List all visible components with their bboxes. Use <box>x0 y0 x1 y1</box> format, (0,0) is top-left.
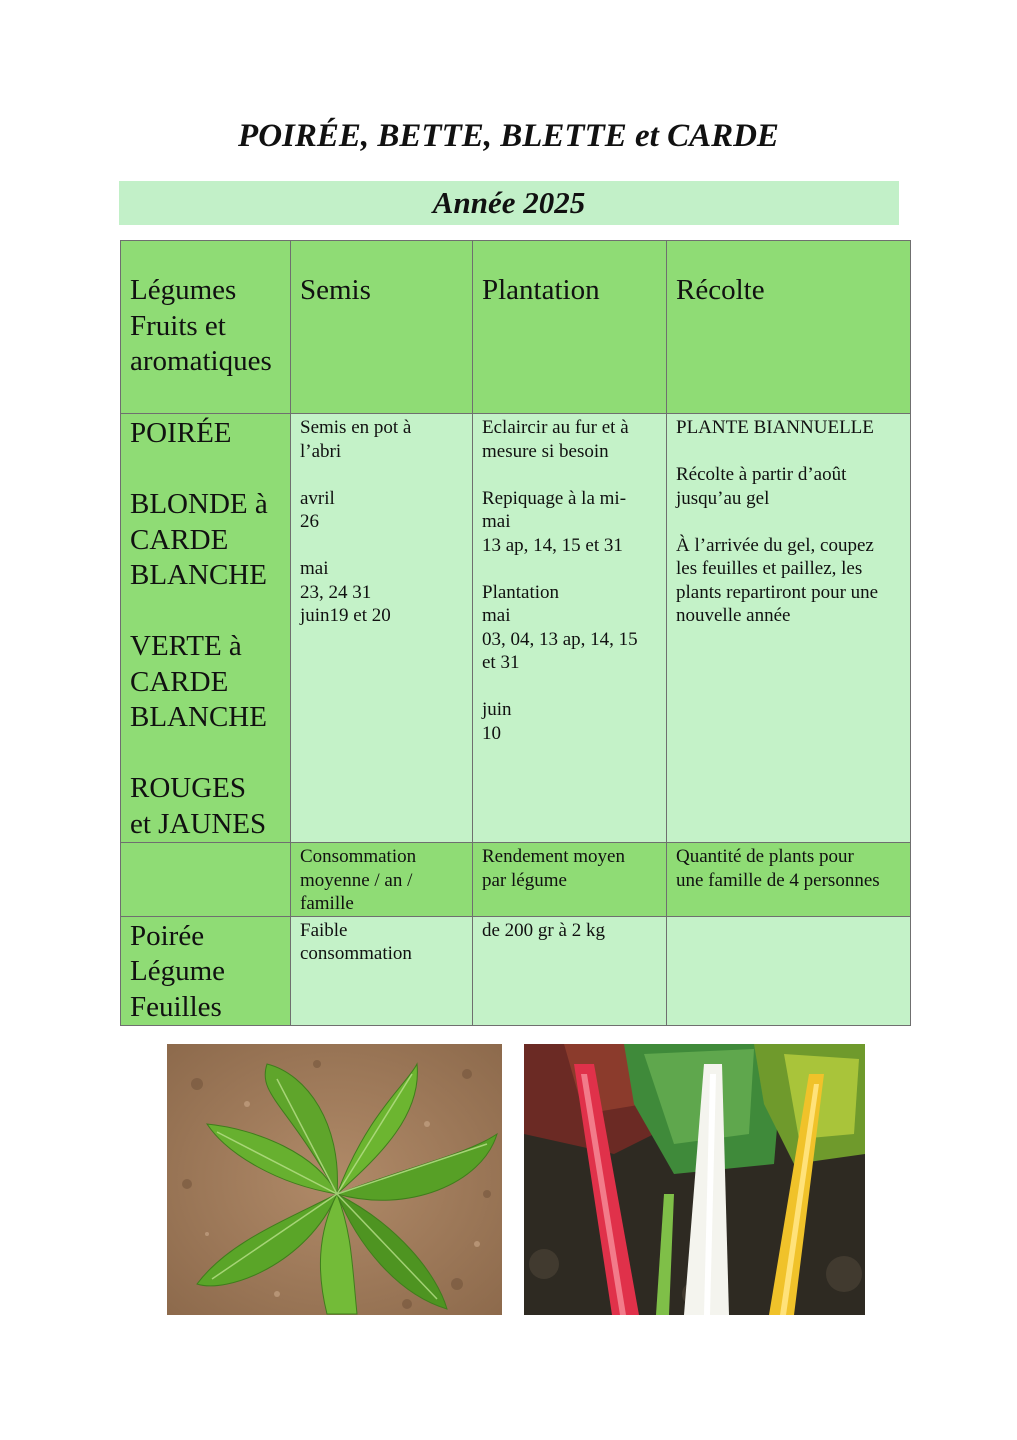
data-row <box>121 916 911 1026</box>
semis-line: juin19 et 20 <box>300 605 391 626</box>
recolte-line: plants repartiront pour une <box>676 581 879 603</box>
header-semis: Semis <box>291 241 473 414</box>
sub-header-line: par légume <box>482 869 567 891</box>
plantation-line: Eclaircir au fur et à <box>482 417 629 438</box>
header-row <box>121 241 911 414</box>
photo-young-chard <box>167 1044 502 1315</box>
plantation-cell <box>473 414 667 843</box>
variety-poiree: POIRÉE <box>130 417 232 449</box>
semis-line: mai <box>300 558 329 579</box>
plantation-line: Plantation <box>482 581 560 603</box>
variety-verte: VERTE à <box>130 630 242 662</box>
sub-header-line: moyenne / an / <box>300 869 413 891</box>
semis-line: 23, 24 31 <box>300 581 372 603</box>
label-line: Poirée <box>130 919 205 952</box>
semis-line: l’abri <box>300 440 342 462</box>
sub-header-consommation <box>291 843 473 917</box>
semis-cell <box>291 414 473 843</box>
plantation-line: 10 <box>482 722 501 744</box>
plantation-line: 13 ap, 14, 15 et 31 <box>482 534 623 556</box>
photo-colored-chard-stems <box>524 1044 865 1315</box>
plantation-line: 03, 04, 13 ap, 14, 15 <box>482 628 638 650</box>
consommation-line: Faible <box>300 919 348 941</box>
sub-header-empty <box>121 843 291 917</box>
header-plantation: Plantation <box>473 241 667 414</box>
recolte-line: À l’arrivée du gel, coupez <box>676 534 874 556</box>
semis-line: avril <box>300 487 335 509</box>
quantite-cell <box>667 916 911 1026</box>
variety-rouges: ROUGES <box>130 772 247 804</box>
sub-header-line: famille <box>300 893 354 914</box>
semis-line: 26 <box>300 511 319 532</box>
sub-header-rendement <box>473 843 667 917</box>
rendement-cell: de 200 gr à 2 kg <box>473 916 667 1026</box>
semis-line: Semis en pot à <box>300 417 412 438</box>
sub-header-quantite <box>667 843 911 917</box>
variety-blonde: CARDE <box>130 523 229 556</box>
header-line: aromatiques <box>130 345 272 377</box>
variety-blonde: BLANCHE <box>130 559 267 591</box>
plantation-line: Repiquage à la mi- <box>482 487 627 509</box>
consommation-cell <box>291 916 473 1026</box>
header-line: Fruits et <box>130 309 226 342</box>
year-banner: Année 2025 <box>119 181 899 225</box>
recolte-cell <box>667 414 911 843</box>
recolte-line: jusqu’au gel <box>676 487 770 509</box>
main-row <box>121 414 911 843</box>
calendar-table <box>120 240 911 1026</box>
recolte-line: les feuilles et paillez, les <box>676 558 863 579</box>
plantation-line: et 31 <box>482 652 520 673</box>
plantation-line: mai <box>482 511 511 532</box>
plantation-line: juin <box>482 699 512 720</box>
sub-header-line: une famille de 4 personnes <box>676 869 880 891</box>
last-row-label <box>121 916 291 1026</box>
header-line: Légumes <box>130 274 237 306</box>
recolte-line: nouvelle année <box>676 605 791 626</box>
sub-header-row <box>121 843 911 917</box>
plantation-line: mesure si besoin <box>482 440 609 462</box>
header-vegetables <box>121 241 291 414</box>
plantation-line: mai <box>482 605 511 626</box>
recolte-line: Récolte à partir d’août <box>676 464 847 485</box>
label-line: Légume <box>130 955 226 987</box>
variety-verte: BLANCHE <box>130 701 267 733</box>
variety-verte: CARDE <box>130 665 229 698</box>
sub-header-line: Quantité de plants pour <box>676 846 854 867</box>
sub-header-line: Rendement moyen <box>482 846 625 867</box>
variety-rouges: et JAUNES <box>130 807 267 840</box>
consommation-line: consommation <box>300 943 412 964</box>
header-recolte: Récolte <box>667 241 911 414</box>
recolte-line: PLANTE BIANNUELLE <box>676 417 874 438</box>
sub-header-line: Consommation <box>300 846 417 867</box>
varieties-cell <box>121 414 291 843</box>
page-title: POIRÉE, BETTE, BLETTE et CARDE <box>238 118 779 154</box>
variety-blonde: BLONDE à <box>130 488 268 520</box>
label-line: Feuilles <box>130 990 222 1023</box>
